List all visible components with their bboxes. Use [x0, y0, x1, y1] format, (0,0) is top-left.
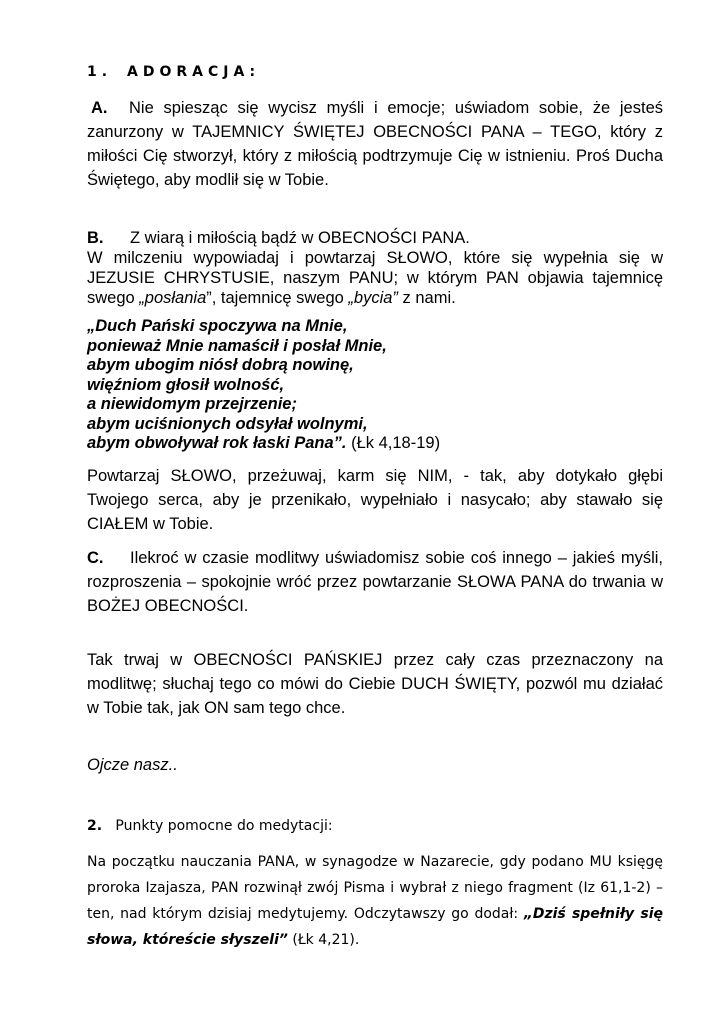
point-b-word-poslania: „posłania	[139, 289, 207, 307]
point-b-text-between: ”, tajemnicę swego	[206, 289, 349, 307]
point-b-text: W milczeniu wypowiadaj i powtarzaj SŁOWO, które się wypełnia się w JEZUSIE CHRYSTUSIE, naszym PANU; w którym PAN objawia tajemnicę swego	[87, 249, 663, 307]
section-2-paragraph-end: (Łk 4,21).	[287, 932, 360, 948]
point-b-line1: Z wiarą i miłością bądź w OBECNOŚCI PANA.	[130, 229, 470, 247]
quote-last-line	[87, 434, 663, 454]
quote-line: ponieważ Mnie namaścił i posłał Mnie,	[87, 336, 387, 355]
persist-paragraph	[87, 648, 663, 720]
persist-text: Tak trwaj w OBECNOŚCI PAŃSKIEJ przez cały czas przeznaczony na modlitwę; słuchaj tego co mówi do Ciebie DUCH ŚWIĘTY, pozwól mu działać w Tobie tak, jak ON sam tego chce.	[87, 651, 663, 717]
point-b-word-bycia: „bycia”	[348, 289, 398, 307]
section-1-number: 1.	[87, 64, 113, 80]
quote-line: abym obwoływał rok łaski Pana”.	[87, 434, 347, 452]
point-b-text-after: z nami.	[397, 289, 456, 307]
section-2-paragraph	[87, 849, 663, 953]
prayer	[87, 756, 663, 775]
section-2-title: Punkty pomocne do medytacji:	[115, 818, 333, 834]
section-2-text	[87, 849, 663, 953]
section-2-number: 2.	[87, 818, 103, 834]
repeat-text: Powtarzaj SŁOWO, przeżuwaj, karm się NIM, - tak, aby dotykało głębi Twojego serca, aby je przenikało, wypełniało i nasycało; aby stawało się CIAŁEM w Tobie.	[87, 467, 663, 533]
point-a-paragraph	[87, 96, 663, 192]
quote-line: abym ubogim niósł dobrą nowinę,	[87, 356, 354, 374]
point-b-paragraph	[87, 248, 663, 308]
point-c-label: C.	[87, 549, 104, 567]
point-b	[87, 228, 663, 308]
section-2-heading	[87, 818, 663, 834]
point-a	[87, 96, 663, 192]
quote-reference: (Łk 4,18-19)	[346, 434, 441, 452]
point-a-label: A.	[91, 99, 108, 117]
quote-line: a niewidomym przejrzenie;	[87, 395, 297, 413]
point-c-text: Ilekroć w czasie modlitwy uświadomisz sobie coś innego – jakieś myśli, rozproszenia – spokojnie wróć przez powtarzanie SŁOWA PANA do trwania w BOŻEJ OBECNOŚCI.	[87, 549, 663, 615]
point-b-label: B.	[87, 229, 104, 247]
section-2-heading-line	[87, 818, 663, 834]
point-a-text: Nie spiesząc się wycisz myśli i emocje; uświadom sobie, że jesteś zanurzony w TAJEMNICY ŚWIĘTEJ OBECNOŚCI PANA – TEGO, który z miłości Cię stworzył, który z miłością podtrzymuje Cię w istnieniu. Proś Ducha Świętego, aby modlił się w Tobie.	[87, 99, 663, 189]
point-c	[87, 546, 663, 618]
section-1-title: ADORACJA:	[127, 64, 261, 80]
section-2-quote: „Dziś spełniły się słowa, któreście słyszeli”	[87, 906, 663, 948]
prayer-text: Ojcze nasz..	[87, 756, 178, 774]
quote-line: abym uciśnionych odsyłał wolnymi,	[87, 414, 368, 433]
quote-line: więźniom głosił wolność,	[87, 375, 285, 394]
quote-line: „Duch Pański spoczywa na Mnie,	[87, 317, 348, 335]
scripture-quote	[87, 317, 663, 454]
repeat-paragraph	[87, 464, 663, 536]
section-2-paragraph-start: Na początku nauczania PANA, w synagodze w Nazarecie, gdy podano MU księgę proroka Izajasza, PAN rozwinął zwój Pisma i wybrał z niego fragment (Iz 61,1-2) – ten, nad którym dzisiaj medytujemy. Odczytawszy go dodał:	[87, 854, 663, 922]
section-1-heading	[87, 64, 260, 80]
point-c-paragraph	[87, 546, 663, 618]
point-b-first-line	[87, 228, 663, 248]
